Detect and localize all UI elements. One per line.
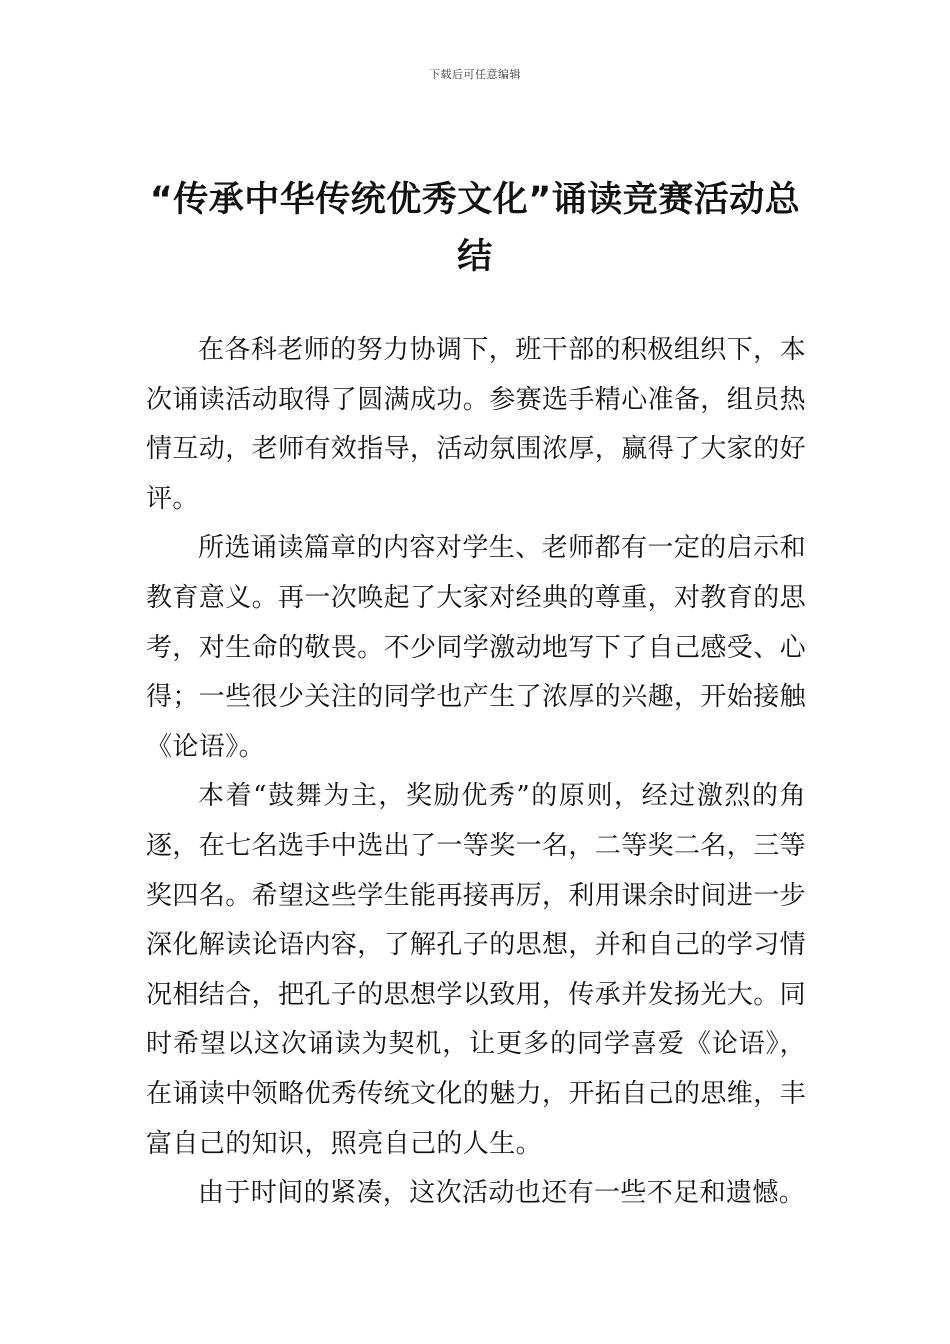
paragraph: 在各科老师的努力协调下，班干部的积极组织下，本次诵读活动取得了圆满成功。参赛选手精心准备，组员热情互动，老师有效指导，活动氛围浓厚，赢得了大家的好评。	[146, 335, 807, 514]
paragraph: 由于时间的紧凑，这次活动也还有一些不足和遗憾。	[198, 1178, 806, 1209]
paragraph: 所选诵读篇章的内容对学生、老师都有一定的启示和教育意义。再一次唤起了大家对经典的尊重，对教育的思考，对生命的敬畏。不少同学激动地写下了自己感受、心得；一些很少关注的同学也产生了浓厚的兴趣，开始接触《论语》。	[146, 533, 807, 762]
paragraph: 本着“鼓舞为主，奖励优秀”的原则，经过激烈的角逐，在七名选手中选出了一等奖一名，二等奖二名，三等奖四名。希望这些学生能再接再厉，利用课余时间进一步深化解读论语内容，了解孔子的思想，并和自己的学习情况相结合，把孔子的思想学以致用，传承并发扬光大。同时希望以这次诵读为契机，让更多的同学喜爱《论语》，在诵读中领略优秀传统文化的魅力，开拓自己的思维，丰富自己的知识，照亮自己的人生。	[146, 781, 807, 1159]
document-body	[146, 326, 806, 1219]
header-note: 下载后可任意编辑	[429, 68, 521, 81]
document-title: “传承中华传统优秀文化”诵读竞赛活动总结	[149, 180, 801, 277]
